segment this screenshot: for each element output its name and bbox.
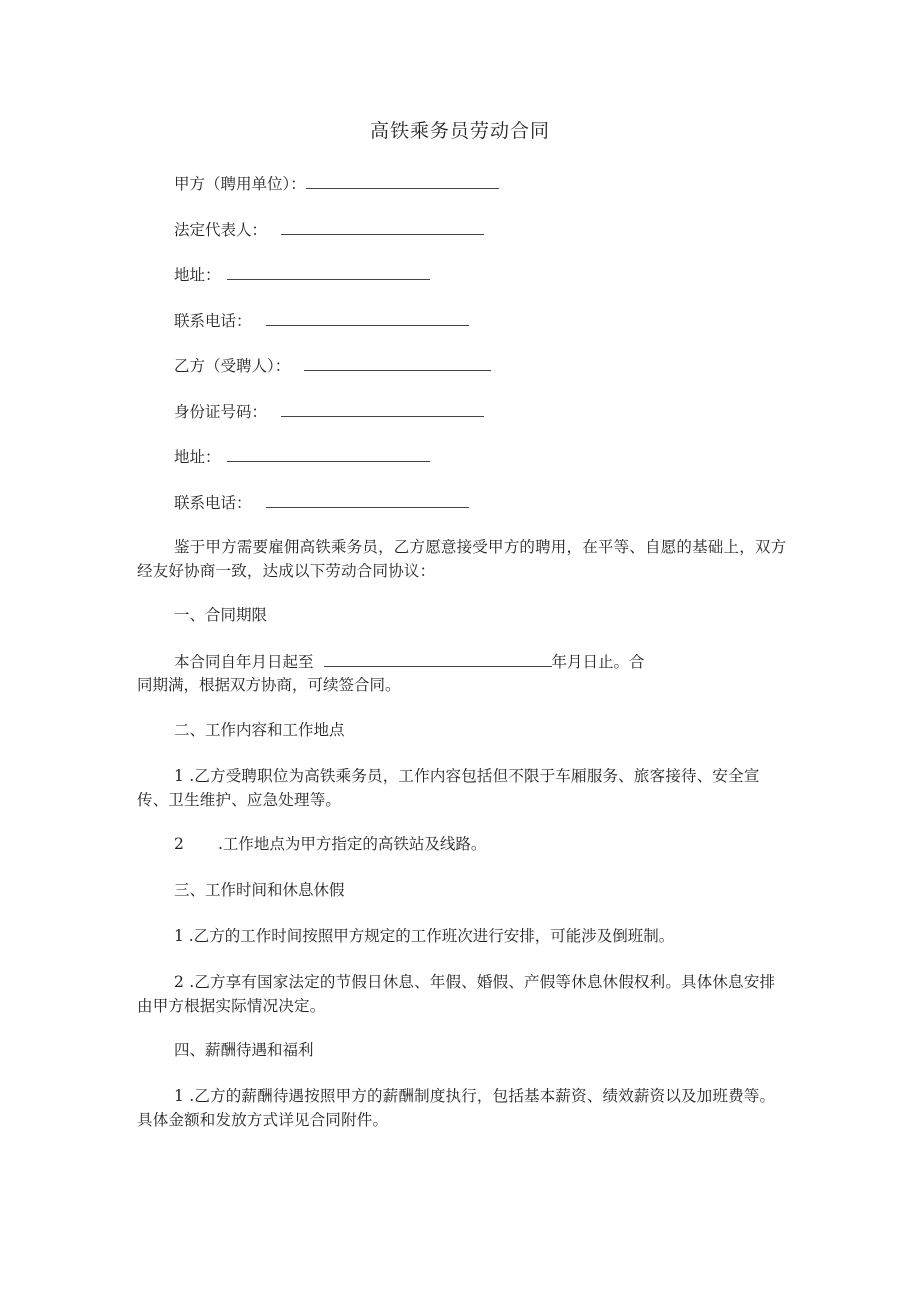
party-a-phone-label: 联系电话： <box>174 312 252 330</box>
id-number-label: 身份证号码： <box>174 403 268 421</box>
party-b-address-label: 地址： <box>174 448 221 466</box>
id-number-blank[interactable] <box>281 400 484 417</box>
party-b-phone-field <box>174 491 469 514</box>
party-a-address-label: 地址： <box>174 266 221 284</box>
party-b-employee-field <box>174 354 491 377</box>
section-4-heading: 四、薪酬待遇和福利 <box>174 1041 314 1059</box>
party-a-phone-field <box>174 309 469 332</box>
document-title: 高铁乘务员劳动合同 <box>369 120 550 142</box>
party-a-employer-field <box>174 172 499 195</box>
legal-representative-blank[interactable] <box>281 218 484 235</box>
preamble-paragraph: 鉴于甲方需要雇佣高铁乘务员，乙方愿意接受甲方的聘用，在平等、自愿的基础上，双方经友好协商一致，达成以下劳动合同协议： <box>137 538 787 580</box>
party-b-phone-blank[interactable] <box>266 491 469 508</box>
party-b-phone-label: 联系电话： <box>174 494 252 512</box>
section-1-heading: 一、合同期限 <box>174 606 268 624</box>
section-2-heading: 二、工作内容和工作地点 <box>174 721 345 739</box>
party-a-employer-blank[interactable] <box>306 172 499 189</box>
party-a-address-blank[interactable] <box>227 263 430 280</box>
section-1-term-continuation: 同期满，根据双方协商，可续签合同。 <box>137 676 401 694</box>
section-2-item-1: 1 .乙方受聘职位为高铁乘务员，工作内容包括但不限于车厢服务、旅客接待、安全宣传、卫生维护、应急处理等。 <box>137 767 760 809</box>
section-3-item-2: 2 .乙方享有国家法定的节假日休息、年假、婚假、产假等休息休假权利。具体休息安排由甲方根据实际情况决定。 <box>137 973 776 1015</box>
section-1-term-start: 本合同自年月日起至 <box>174 653 314 671</box>
section-2-item-2-number: 2 <box>174 835 184 853</box>
section-1-term-line <box>174 650 645 673</box>
section-1-term-end: 年月日止。合 <box>551 653 645 671</box>
section-3-item-1: 1 .乙方的工作时间按照甲方规定的工作班次进行安排，可能涉及倒班制。 <box>174 927 675 945</box>
section-2-item-2 <box>174 833 486 855</box>
party-a-address-field <box>174 263 430 286</box>
legal-representative-label: 法定代表人： <box>174 221 268 239</box>
party-b-employee-label: 乙方（受聘人）： <box>174 357 291 375</box>
section-4-item-1: 1 .乙方的薪酬待遇按照甲方的薪酬制度执行，包括基本薪资、绩效薪资以及加班费等。具体金额和发放方式详见合同附件。 <box>137 1087 776 1129</box>
party-b-address-field <box>174 445 430 468</box>
party-b-employee-blank[interactable] <box>304 354 491 371</box>
party-a-employer-label: 甲方（聘用单位）： <box>174 175 306 193</box>
contract-term-blank[interactable] <box>324 650 552 667</box>
party-a-phone-blank[interactable] <box>266 309 469 326</box>
id-number-field <box>174 400 484 423</box>
section-2-item-2-text: .工作地点为甲方指定的高铁站及线路。 <box>218 835 487 853</box>
legal-representative-field <box>174 218 484 241</box>
section-3-heading: 三、工作时间和休息休假 <box>174 881 345 899</box>
party-b-address-blank[interactable] <box>227 445 430 462</box>
